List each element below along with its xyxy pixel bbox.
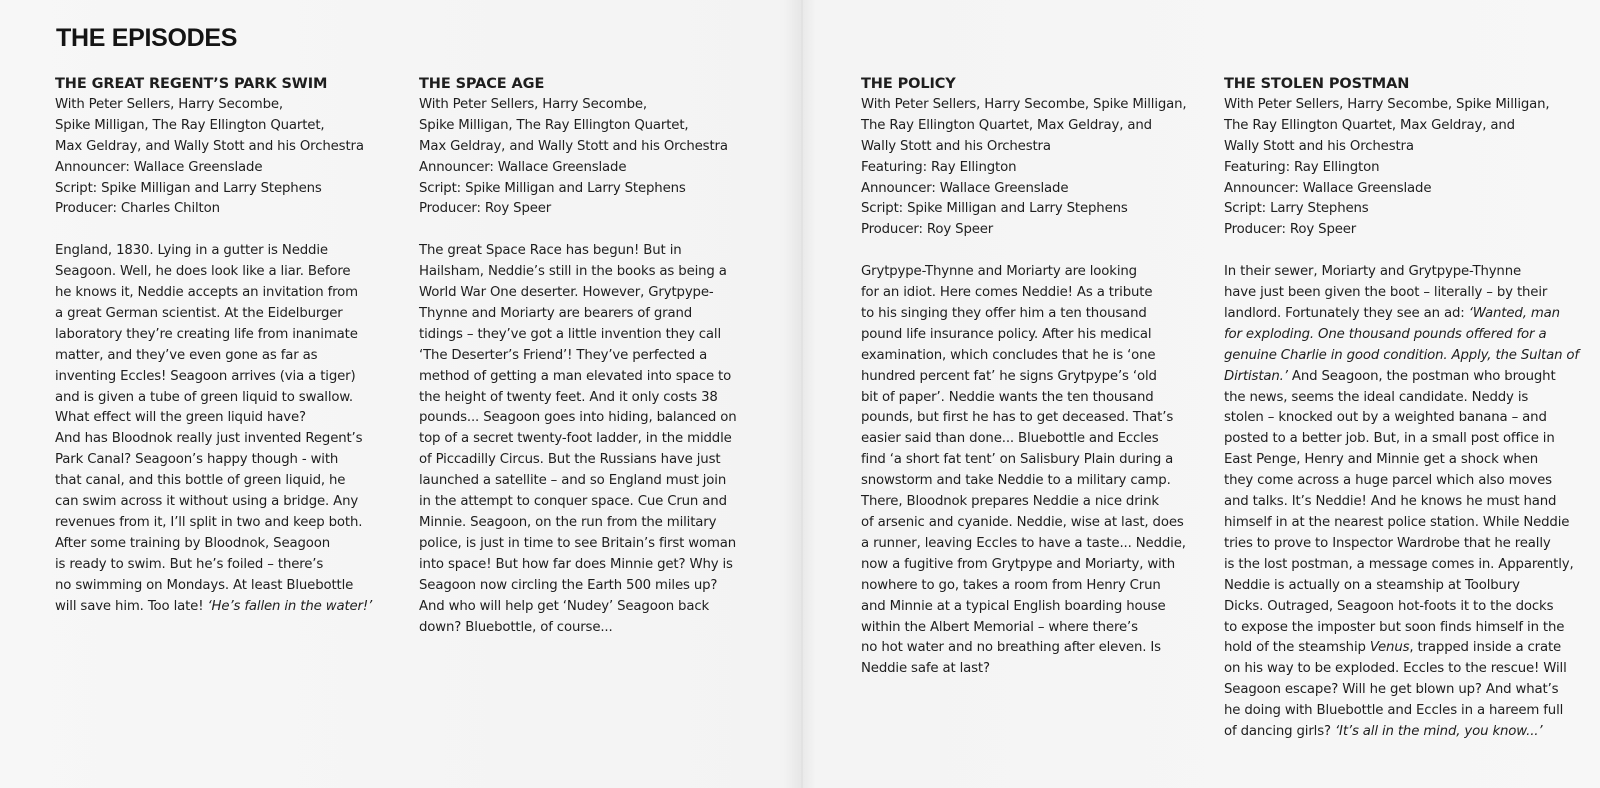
synopsis-line: matter, and they’ve even gone as far as — [55, 347, 318, 363]
synopsis-line: laboratory they’re creating life from inanimate — [55, 326, 358, 342]
synopsis-line: have just been given the boot – literally – by their — [1224, 285, 1548, 301]
credit-line: Spike Milligan, The Ray Ellington Quartet, — [55, 117, 325, 133]
synopsis-line: on his way to be exploded. Eccles to the rescue! Will — [1224, 661, 1567, 677]
synopsis-line: Thynne and Moriarty are bearers of grand — [419, 305, 693, 321]
page-title: THE EPISODES — [56, 24, 238, 52]
credit-line: Producer: Charles Chilton — [55, 201, 220, 217]
synopsis-line: method of getting a man elevated into space to — [419, 368, 732, 384]
synopsis-line: revenues from it, I’ll split in two and keep both. — [55, 515, 363, 531]
synopsis-line: Dicks. Outraged, Seagoon hot-foots it to the docks — [1224, 598, 1554, 614]
ad-quote-italic: Dirtistan.’ — [1224, 368, 1288, 384]
credit-line: The Ray Ellington Quartet, Max Geldray, and — [861, 117, 1152, 133]
episode-credits — [1224, 95, 1572, 241]
episode-title: THE SPACE AGE — [419, 76, 545, 92]
synopsis-line: Park Canal? Seagoon’s happy though - with — [55, 452, 339, 468]
synopsis-line: he doing with Bluebottle and Eccles in a hareem full — [1224, 703, 1564, 719]
credit-line: With Peter Sellers, Harry Secombe, — [419, 96, 647, 112]
synopsis-line: stolen – knocked out by a weighted banana – and — [1224, 410, 1547, 426]
credit-line: With Peter Sellers, Harry Secombe, Spike Milligan, — [1224, 96, 1550, 112]
synopsis-line: in the attempt to conquer space. Cue Crun and — [419, 494, 727, 510]
synopsis-line: hundred percent fat’ he signs Grytpype’s ‘old — [861, 368, 1157, 384]
credit-line: Announcer: Wallace Greenslade — [861, 180, 1069, 196]
synopsis-line: Neddie is actually on a steamship at Toolbury — [1224, 577, 1520, 593]
episode-great-regents-park-swim — [55, 74, 400, 618]
synopsis-line: posted to a better job. But, in a small post office in — [1224, 431, 1555, 447]
synopsis-line: Minnie. Seagoon, on the run from the military — [419, 515, 717, 531]
episode-synopsis — [1224, 262, 1579, 743]
page-fold — [801, 0, 803, 788]
episode-title: THE GREAT REGENT’S PARK SWIM — [55, 76, 328, 92]
synopsis-line: down? Bluebottle, of course... — [419, 619, 613, 635]
synopsis-line: tidings – they’ve got a little invention they call — [419, 326, 722, 342]
synopsis-line: top of a secret twenty-foot ladder, in the middle — [419, 431, 732, 447]
synopsis-line: There, Bloodnok prepares Neddie a nice drink — [861, 494, 1159, 510]
synopsis-line: no hot water and no breathing after eleven. Is — [861, 640, 1161, 656]
credit-line: Announcer: Wallace Greenslade — [419, 159, 627, 175]
ad-quote-italic: for exploding. One thousand pounds offered for a — [1224, 326, 1547, 342]
episode-stolen-postman — [1224, 74, 1579, 743]
credit-line: Spike Milligan, The Ray Ellington Quartet, — [419, 117, 689, 133]
synopsis-line: Seagoon escape? Will he get blown up? And what’s — [1224, 682, 1559, 698]
synopsis-line: launched a satellite – and so England must join — [419, 473, 727, 489]
credit-line: Wally Stott and his Orchestra — [861, 138, 1051, 154]
synopsis-line — [1224, 304, 1572, 325]
episode-policy — [861, 74, 1206, 680]
synopsis-text: landlord. Fortunately they see an ad: — [1224, 305, 1469, 321]
synopsis-text: , trapped inside a crate — [1409, 640, 1562, 656]
synopsis-line — [1224, 367, 1572, 388]
synopsis-line: police, is just in time to see Britain’s first woman — [419, 535, 737, 551]
ad-quote-italic: genuine Charlie in good condition. Apply, the Sultan of — [1224, 347, 1579, 363]
synopsis-line: The great Space Race has begun! But in — [419, 243, 682, 259]
synopsis-line: tries to prove to Inspector Wardrobe that he really — [1224, 535, 1551, 551]
credit-line: Featuring: Ray Ellington — [1224, 159, 1380, 175]
synopsis-line: of Piccadilly Circus. But the Russians have just — [419, 452, 721, 468]
synopsis-line: now a fugitive from Grytpype and Moriarty, with — [861, 556, 1175, 572]
synopsis-line: and Minnie at a typical English boarding house — [861, 598, 1166, 614]
synopsis-text: hold of the steamship — [1224, 640, 1370, 656]
synopsis-line: In their sewer, Moriarty and Grytpype-Thynne — [1224, 264, 1522, 280]
synopsis-line: to his singing they offer him a ten thousand — [861, 305, 1147, 321]
episode-synopsis — [419, 241, 764, 638]
synopsis-line: After some training by Bloodnok, Seagoon — [55, 535, 331, 551]
synopsis-line: within the Albert Memorial – where there’s — [861, 619, 1138, 635]
synopsis-line: inventing Eccles! Seagoon arrives (via a tiger) — [55, 368, 356, 384]
credit-line: Script: Spike Milligan and Larry Stephens — [55, 180, 322, 196]
synopsis-line: England, 1830. Lying in a gutter is Neddie — [55, 243, 328, 259]
credit-line: Announcer: Wallace Greenslade — [1224, 180, 1432, 196]
credit-line: Max Geldray, and Wally Stott and his Orchestra — [55, 138, 364, 154]
quote-italic: ‘He’s fallen in the water!’ — [207, 598, 373, 614]
synopsis-line: of arsenic and cyanide. Neddie, wise at last, does — [861, 515, 1184, 531]
synopsis-line: Hailsham, Neddie’s still in the books as being a — [419, 264, 727, 280]
synopsis-line: pounds... Seagoon goes into hiding, balanced on — [419, 410, 737, 426]
synopsis-line: he knows it, Neddie accepts an invitation from — [55, 285, 358, 301]
synopsis-line: And has Bloodnok really just invented Regent’s — [55, 431, 363, 447]
episode-title: THE STOLEN POSTMAN — [1224, 76, 1410, 92]
episode-credits — [861, 95, 1206, 241]
synopsis-line: pound life insurance policy. After his medical — [861, 326, 1152, 342]
synopsis-line: and talks. It’s Neddie! And he knows he must hand — [1224, 494, 1557, 510]
synopsis-line: the height of twenty feet. And it only costs 38 — [419, 389, 718, 405]
episode-credits — [419, 95, 764, 220]
credit-line: Producer: Roy Speer — [1224, 222, 1357, 238]
synopsis-line: And who will help get ‘Nudey’ Seagoon back — [419, 598, 710, 614]
credit-line: Producer: Roy Speer — [861, 222, 994, 238]
synopsis-line: East Penge, Henry and Minnie get a shock when — [1224, 452, 1539, 468]
credit-line: Wally Stott and his Orchestra — [1224, 138, 1414, 154]
synopsis-line: pounds, but first he has to get deceased. That’s — [861, 410, 1174, 426]
credit-line: With Peter Sellers, Harry Secombe, — [55, 96, 283, 112]
episode-space-age — [419, 74, 764, 638]
synopsis-line: snowstorm and take Neddie to a military camp. — [861, 473, 1171, 489]
synopsis-line: Neddie safe at last? — [861, 661, 990, 677]
synopsis-line: easier said than done... Bluebottle and Eccles — [861, 431, 1159, 447]
quote-italic: ‘It’s all in the mind, you know...’ — [1334, 724, 1543, 740]
ship-name-italic: Venus — [1369, 640, 1410, 656]
synopsis-line: into space! But how far does Minnie get? Why is — [419, 556, 733, 572]
credit-line: Script: Larry Stephens — [1224, 201, 1369, 217]
synopsis-line: a great German scientist. At the Eidelburger — [55, 305, 343, 321]
synopsis-line: ‘The Deserter’s Friend’! They’ve perfected a — [419, 347, 708, 363]
synopsis-text: of dancing girls? — [1224, 724, 1335, 740]
credit-line: Script: Spike Milligan and Larry Stephens — [861, 201, 1128, 217]
synopsis-line: is ready to swim. But he’s foiled – there’s — [55, 556, 324, 572]
credit-line: Script: Spike Milligan and Larry Stephens — [419, 180, 686, 196]
synopsis-line: no swimming on Mondays. At least Bluebottle — [55, 577, 354, 593]
synopsis-line: and is given a tube of green liquid to swallow. — [55, 389, 353, 405]
credit-line: Max Geldray, and Wally Stott and his Orchestra — [419, 138, 728, 154]
synopsis-line: that canal, and this bottle of green liquid, he — [55, 473, 346, 489]
synopsis-last-line — [55, 597, 400, 618]
episode-synopsis — [861, 262, 1206, 680]
synopsis-text: And Seagoon, the postman who brought — [1287, 368, 1556, 384]
episode-credits — [55, 95, 400, 220]
ad-quote-italic: ‘Wanted, man — [1468, 305, 1560, 321]
credit-line: The Ray Ellington Quartet, Max Geldray, and — [1224, 117, 1515, 133]
synopsis-line: Seagoon now circling the Earth 500 miles up? — [419, 577, 718, 593]
synopsis-last-line — [1224, 722, 1572, 743]
synopsis-line: to expose the imposter but soon finds himself in the — [1224, 619, 1565, 635]
synopsis-line: a runner, leaving Eccles to have a taste... Neddie, — [861, 535, 1186, 551]
synopsis-line: for an idiot. Here comes Neddie! As a tribute — [861, 285, 1153, 301]
synopsis-line: bit of paper’. Neddie wants the ten thousand — [861, 389, 1154, 405]
credit-line: Featuring: Ray Ellington — [861, 159, 1017, 175]
synopsis-text: will save him. Too late! — [55, 598, 204, 614]
credit-line: Announcer: Wallace Greenslade — [55, 159, 263, 175]
synopsis-line: World War One deserter. However, Grytpype- — [419, 285, 714, 301]
synopsis-line: What effect will the green liquid have? — [55, 410, 306, 426]
episode-title: THE POLICY — [861, 76, 956, 92]
credit-line: With Peter Sellers, Harry Secombe, Spike Milligan, — [861, 96, 1187, 112]
synopsis-line: the news, seems the ideal candidate. Neddy is — [1224, 389, 1529, 405]
episode-synopsis — [55, 241, 400, 617]
synopsis-line: Seagoon. Well, he does look like a liar. Before — [55, 264, 351, 280]
synopsis-line: find ‘a short fat tent’ on Salisbury Plain during a — [861, 452, 1174, 468]
credit-line: Producer: Roy Speer — [419, 201, 552, 217]
synopsis-line — [1224, 638, 1572, 659]
synopsis-line: is the lost postman, a message comes in. Apparently, — [1224, 556, 1574, 572]
synopsis-line: nowhere to go, takes a room from Henry Crun — [861, 577, 1161, 593]
synopsis-line: can swim across it without using a bridge. Any — [55, 494, 359, 510]
synopsis-line: himself in at the nearest police station. While Neddie — [1224, 515, 1570, 531]
synopsis-line: Grytpype-Thynne and Moriarty are looking — [861, 264, 1137, 280]
synopsis-line: they come across a huge parcel which also moves — [1224, 473, 1552, 489]
synopsis-line: examination, which concludes that he is ‘one — [861, 347, 1156, 363]
